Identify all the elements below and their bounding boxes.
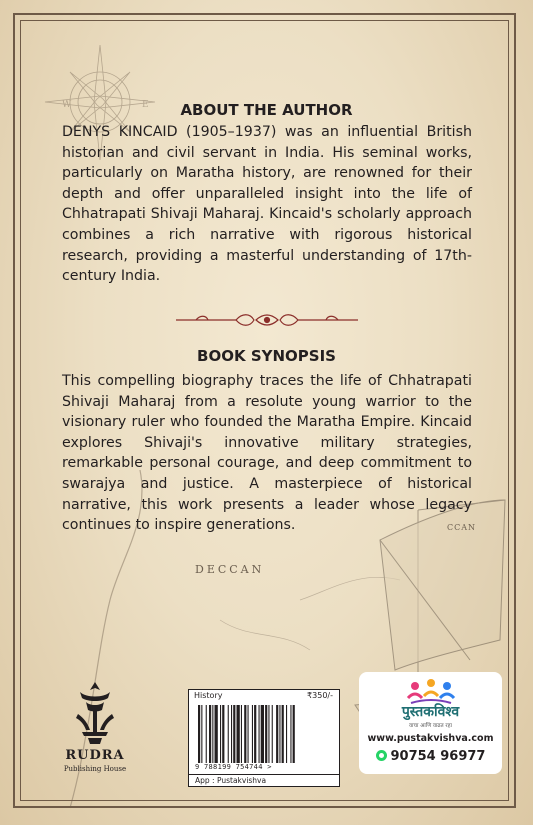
barcode-bar — [259, 705, 260, 763]
isbn-price-box — [188, 689, 340, 787]
pustakvishva-tagline: वाचा आणि वाढत रहा — [409, 723, 452, 729]
pustakvishva-phone[interactable] — [359, 749, 502, 764]
phone-number: 90754 96977 — [390, 749, 486, 764]
barcode — [196, 705, 332, 763]
app-row — [189, 774, 339, 787]
barcode-bar — [293, 705, 295, 763]
barcode-bar — [265, 705, 267, 763]
barcode-bar — [272, 705, 273, 763]
divider-ornament-icon — [176, 311, 358, 329]
barcode-bar — [290, 705, 291, 763]
isbn-number: 9 788199 754744 > — [195, 763, 272, 771]
barcode-bar — [237, 705, 240, 763]
barcode-bar — [231, 705, 232, 763]
barcode-bar — [198, 705, 200, 763]
barcode-bar — [241, 705, 242, 763]
pustakvishva-name: पुस्तकविश्व — [401, 704, 460, 720]
barcode-bar — [222, 705, 224, 763]
barcode-bar — [206, 705, 207, 763]
barcode-bar — [261, 705, 264, 763]
about-author-text: DENYS KINCAID (1905–1937) was an influential British historian and civil servant in India. His seminal works, particularly on Maratha history, are renowned for their depth and offer unparalleled insight into the life of Chhatrapati Shivaji Maharaj. Kincaid's scholarly approach combines a rich narrative with rigorous historical research, providing a masterful understanding of 17th-century India. — [62, 124, 472, 285]
barcode-bar — [228, 705, 229, 763]
barcode-bar — [212, 705, 213, 763]
category-label: History — [194, 691, 223, 700]
barcode-bar — [279, 705, 280, 763]
price-row — [189, 690, 339, 702]
app-label: App : Pustakvishva — [195, 776, 267, 785]
barcode-bar — [209, 705, 211, 763]
pustakvishva-card — [359, 672, 502, 774]
rudra-subtitle: Publishing House — [63, 765, 127, 773]
compass-east-label: E — [142, 100, 149, 110]
map-label-partial: CCAN — [447, 523, 477, 532]
rudra-publisher-logo — [55, 680, 135, 792]
compass-west-label: W — [62, 100, 72, 110]
book-synopsis-text: This compelling biography traces the life of Chhatrapati Shivaji Maharaj from a resolute young warrior to the visionary ruler who founded the Maratha Empire. Kincaid explores Shivaji's innovative military strategies, remarkable personal courage, and deep commitment to swarajya and justice. A masterpiece of historical narrative, this work presents a leader whose legacy continues to inspire generations. — [62, 373, 472, 534]
barcode-bar — [254, 705, 256, 763]
barcode-bar — [220, 705, 221, 763]
barcode-bar — [215, 705, 218, 763]
barcode-bar — [286, 705, 287, 763]
barcode-bar — [244, 705, 246, 763]
barcode-bar — [248, 705, 249, 763]
rudra-emblem-icon — [72, 680, 118, 746]
barcode-bar — [276, 705, 278, 763]
map-label-deccan: DECCAN — [195, 563, 265, 576]
pustakvishva-website[interactable]: www.pustakvishva.com — [367, 733, 494, 744]
barcode-bar — [268, 705, 269, 763]
price-label: ₹350/- — [307, 691, 333, 700]
whatsapp-icon — [376, 750, 387, 761]
book-synopsis-heading: BOOK SYNOPSIS — [197, 347, 336, 365]
barcode-bar — [233, 705, 235, 763]
rudra-wordmark: RUDRA — [65, 748, 125, 763]
barcode-bar — [201, 705, 202, 763]
barcode-bar — [282, 705, 284, 763]
about-author-heading: ABOUT THE AUTHOR — [180, 101, 353, 119]
barcode-bar — [252, 705, 253, 763]
